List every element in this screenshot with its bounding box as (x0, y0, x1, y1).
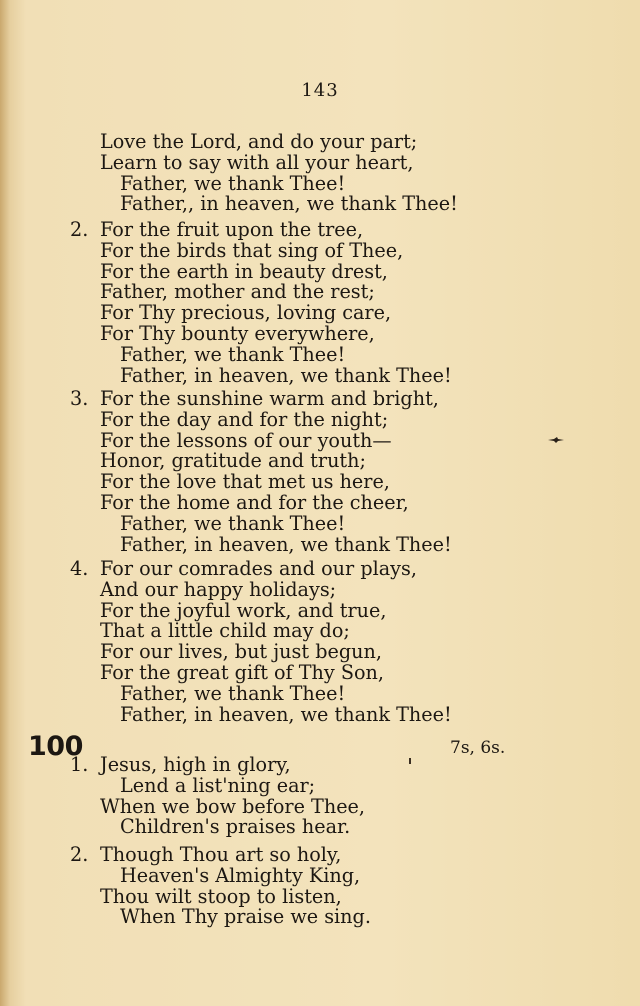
verse-line (100, 884, 342, 908)
verse-line-text: For the earth in beauty drest, (100, 259, 388, 283)
verse-line-text: Father, mother and the rest; (100, 280, 375, 304)
verse-line-text: Jesus, high in glory, (100, 753, 291, 776)
verse-line-text: Father, in heaven, we thank Thee! (120, 363, 452, 387)
verse-line (100, 132, 417, 152)
verse-line (120, 817, 350, 837)
verse-line-text: For the joyful work, and true, (100, 598, 387, 622)
verse-line-text: Father, we thank Thee! (120, 171, 346, 195)
verse-line (120, 342, 346, 366)
verse-line (120, 702, 452, 726)
verse-line-text: Father, in heaven, we thank Thee! (120, 532, 452, 556)
verse-line (100, 663, 384, 683)
verse-line (70, 843, 342, 866)
verse-line (120, 907, 371, 927)
verse-line-text: For the home and for the cheer, (100, 491, 409, 514)
verse-line (100, 577, 337, 601)
verse-line (100, 493, 409, 513)
hymn-number: 100 (28, 731, 83, 762)
verse-line (70, 387, 439, 410)
verse-line (100, 324, 375, 344)
verse-line (100, 794, 366, 818)
verse-line (120, 532, 452, 556)
verse-line-text: For the sunshine warm and bright, (100, 387, 439, 410)
verse-line-text: For Thy bounty everywhere, (100, 322, 375, 345)
verse-line (100, 238, 404, 262)
verse-line (100, 282, 375, 302)
verse-line (100, 407, 389, 431)
verse-line (100, 150, 414, 174)
stanza-number: 2. (70, 218, 89, 241)
verse-line-text: Love the Lord, and do your part; (100, 130, 418, 153)
verse-line (70, 218, 364, 241)
verse-line (120, 511, 346, 535)
verse-line (100, 621, 350, 641)
verse-line (100, 472, 390, 492)
verse-line (120, 194, 458, 214)
verse-line-text: For our lives, but just begun, (100, 640, 382, 664)
stanza-number: 3. (70, 387, 89, 410)
verse-line (120, 171, 346, 195)
verse-line (100, 451, 366, 471)
verse-line-text: Thou wilt stoop to listen, (100, 884, 342, 908)
verse-line-text: And our happy holidays; (100, 577, 337, 601)
verse-line-text: Father, we thank Thee! (120, 681, 346, 705)
verse-line-text: Honor, gratitude and truth; (100, 449, 366, 473)
hymn-meter: 7s, 6s. (450, 738, 506, 758)
verse-line-text: For Thy precious, loving care, (100, 301, 392, 325)
verse-line (100, 303, 391, 323)
verse-line-text: When we bow before Thee, (100, 794, 366, 818)
verse-line-text: For the lessons of our youth— (100, 428, 392, 452)
verse-line-text: Learn to say with all your heart, (100, 150, 414, 174)
verse-line-text: For our comrades and our plays, (100, 557, 417, 580)
verse-line (120, 773, 316, 797)
verse-line (100, 598, 387, 622)
ink-mark (409, 758, 411, 764)
verse-line (120, 681, 346, 705)
ink-speck-icon (548, 437, 564, 443)
verse-line-text: Children's praises hear. (120, 815, 351, 839)
stanza-number: 4. (70, 557, 89, 580)
verse-line-text: Lend a list'ning ear; (120, 773, 316, 797)
verse-line (100, 428, 392, 452)
verse-line (70, 753, 291, 776)
verse-line-text: For the birds that sing of Thee, (100, 238, 404, 262)
verse-line-text: When Thy praise we sing. (120, 905, 371, 929)
verse-line (100, 259, 388, 283)
verse-line (100, 642, 382, 662)
stanza-number: 2. (70, 843, 89, 866)
verse-line-text: For the love that met us here, (100, 470, 390, 494)
verse-line-text: For the fruit upon the tree, (100, 218, 364, 241)
verse-line-text: Heaven's Almighty King, (120, 863, 361, 887)
verse-line-text: That a little child may do; (100, 619, 350, 643)
verse-line (120, 363, 452, 387)
page-number: 143 (301, 80, 339, 101)
verse-line-text: Father,, in heaven, we thank Thee! (120, 192, 458, 216)
verse-line-text: Father, we thank Thee! (120, 342, 346, 366)
verse-line-text: Though Thou art so holy, (100, 843, 342, 866)
verse-line-text: Father, in heaven, we thank Thee! (120, 702, 452, 726)
verse-line (120, 863, 361, 887)
verse-line-text: For the great gift of Thy Son, (100, 661, 384, 684)
verse-line (70, 557, 417, 580)
stanza-number: 1. (70, 753, 89, 776)
verse-line-text: For the day and for the night; (100, 407, 389, 431)
verse-line-text: Father, we thank Thee! (120, 511, 346, 535)
